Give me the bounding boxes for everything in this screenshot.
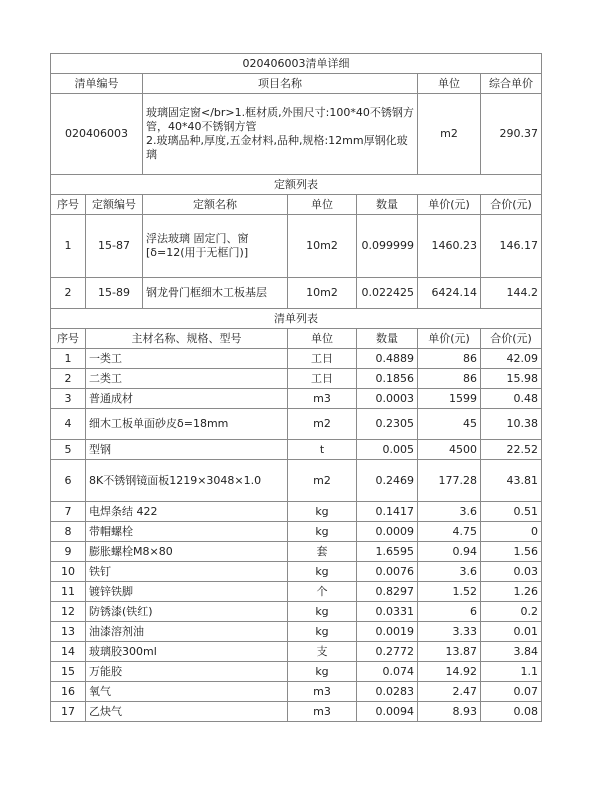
material-name: 防锈漆(铁红) bbox=[86, 602, 288, 622]
material-unit: kg bbox=[288, 522, 357, 542]
material-seq: 16 bbox=[51, 682, 86, 702]
material-total: 43.81 bbox=[481, 460, 542, 502]
material-price: 14.92 bbox=[418, 662, 481, 682]
material-qty: 0.074 bbox=[357, 662, 418, 682]
material-qty: 0.005 bbox=[357, 440, 418, 460]
material-header-price: 单价(元) bbox=[418, 329, 481, 349]
material-qty: 1.6595 bbox=[357, 542, 418, 562]
material-name: 万能胶 bbox=[86, 662, 288, 682]
material-unit: m3 bbox=[288, 389, 357, 409]
material-row bbox=[51, 582, 542, 602]
quota-qty: 0.022425 bbox=[357, 278, 418, 309]
item-description: 玻璃固定窗</br>1.框材质,外围尺寸:100*40不锈钢方管，40*40不锈钢方管 2.玻璃品种,厚度,五金材料,品种,规格:12mm厚钢化玻璃 bbox=[143, 94, 418, 175]
quota-total: 144.2 bbox=[481, 278, 542, 309]
material-total: 0.08 bbox=[481, 702, 542, 722]
material-row bbox=[51, 642, 542, 662]
material-row bbox=[51, 562, 542, 582]
material-seq: 5 bbox=[51, 440, 86, 460]
material-total: 0.51 bbox=[481, 502, 542, 522]
material-price: 4500 bbox=[418, 440, 481, 460]
material-seq: 6 bbox=[51, 460, 86, 502]
material-seq: 7 bbox=[51, 502, 86, 522]
material-price: 2.47 bbox=[418, 682, 481, 702]
quota-code: 15-87 bbox=[86, 215, 143, 278]
material-name: 氧气 bbox=[86, 682, 288, 702]
material-header-unit: 单位 bbox=[288, 329, 357, 349]
material-unit: m3 bbox=[288, 682, 357, 702]
quota-header-seq: 序号 bbox=[51, 195, 86, 215]
material-row bbox=[51, 389, 542, 409]
material-price: 45 bbox=[418, 409, 481, 440]
material-row bbox=[51, 349, 542, 369]
header-unit-price: 综合单价 bbox=[481, 74, 542, 94]
material-qty: 0.4889 bbox=[357, 349, 418, 369]
material-seq: 17 bbox=[51, 702, 86, 722]
material-name: 乙炔气 bbox=[86, 702, 288, 722]
header-unit: 单位 bbox=[418, 74, 481, 94]
material-unit: 套 bbox=[288, 542, 357, 562]
material-total: 1.26 bbox=[481, 582, 542, 602]
material-total: 1.56 bbox=[481, 542, 542, 562]
material-seq: 8 bbox=[51, 522, 86, 542]
material-name: 型钢 bbox=[86, 440, 288, 460]
material-price: 6 bbox=[418, 602, 481, 622]
material-header-total: 合价(元) bbox=[481, 329, 542, 349]
material-seq: 2 bbox=[51, 369, 86, 389]
material-header-name: 主材名称、规格、型号 bbox=[86, 329, 288, 349]
material-seq: 11 bbox=[51, 582, 86, 602]
page-title: 020406003清单详细 bbox=[51, 54, 542, 74]
material-price: 0.94 bbox=[418, 542, 481, 562]
material-row bbox=[51, 440, 542, 460]
material-unit: kg bbox=[288, 662, 357, 682]
material-price: 8.93 bbox=[418, 702, 481, 722]
material-header-seq: 序号 bbox=[51, 329, 86, 349]
material-price: 86 bbox=[418, 349, 481, 369]
material-name: 油漆溶剂油 bbox=[86, 622, 288, 642]
material-row bbox=[51, 622, 542, 642]
material-qty: 0.0076 bbox=[357, 562, 418, 582]
quota-qty: 0.099999 bbox=[357, 215, 418, 278]
material-seq: 12 bbox=[51, 602, 86, 622]
quota-code: 15-89 bbox=[86, 278, 143, 309]
material-qty: 0.0003 bbox=[357, 389, 418, 409]
quota-unit: 10m2 bbox=[288, 278, 357, 309]
material-total: 0.03 bbox=[481, 562, 542, 582]
material-qty: 0.2772 bbox=[357, 642, 418, 662]
material-row bbox=[51, 602, 542, 622]
material-qty: 0.0094 bbox=[357, 702, 418, 722]
material-qty: 0.8297 bbox=[357, 582, 418, 602]
quota-name: 浮法玻璃 固定门、窗[δ=12(用于无框门)] bbox=[143, 215, 288, 278]
material-unit: kg bbox=[288, 602, 357, 622]
quota-header-qty: 数量 bbox=[357, 195, 418, 215]
item-unit: m2 bbox=[418, 94, 481, 175]
item-price: 290.37 bbox=[481, 94, 542, 175]
material-row bbox=[51, 702, 542, 722]
material-seq: 3 bbox=[51, 389, 86, 409]
material-name: 镀锌铁脚 bbox=[86, 582, 288, 602]
material-qty: 0.0009 bbox=[357, 522, 418, 542]
quota-seq: 1 bbox=[51, 215, 86, 278]
item-code: 020406003 bbox=[51, 94, 143, 175]
material-total: 10.38 bbox=[481, 409, 542, 440]
quota-price: 6424.14 bbox=[418, 278, 481, 309]
bill-detail-table bbox=[50, 53, 542, 722]
material-total: 0.48 bbox=[481, 389, 542, 409]
material-qty: 0.1417 bbox=[357, 502, 418, 522]
material-total: 22.52 bbox=[481, 440, 542, 460]
material-price: 4.75 bbox=[418, 522, 481, 542]
material-unit: 个 bbox=[288, 582, 357, 602]
header-list-code: 清单编号 bbox=[51, 74, 143, 94]
material-seq: 9 bbox=[51, 542, 86, 562]
material-unit: m2 bbox=[288, 460, 357, 502]
quota-price: 1460.23 bbox=[418, 215, 481, 278]
material-qty: 0.0283 bbox=[357, 682, 418, 702]
quota-seq: 2 bbox=[51, 278, 86, 309]
material-total: 0.2 bbox=[481, 602, 542, 622]
material-qty: 0.0019 bbox=[357, 622, 418, 642]
material-price: 86 bbox=[418, 369, 481, 389]
material-seq: 10 bbox=[51, 562, 86, 582]
material-total: 1.1 bbox=[481, 662, 542, 682]
material-seq: 15 bbox=[51, 662, 86, 682]
material-name: 一类工 bbox=[86, 349, 288, 369]
material-seq: 13 bbox=[51, 622, 86, 642]
material-unit: m2 bbox=[288, 409, 357, 440]
material-name: 玻璃胶300ml bbox=[86, 642, 288, 662]
quota-unit: 10m2 bbox=[288, 215, 357, 278]
material-unit: m3 bbox=[288, 702, 357, 722]
material-name: 膨胀螺栓M8×80 bbox=[86, 542, 288, 562]
material-row bbox=[51, 542, 542, 562]
material-qty: 0.2305 bbox=[357, 409, 418, 440]
quota-header-unit: 单位 bbox=[288, 195, 357, 215]
material-unit: 工日 bbox=[288, 369, 357, 389]
material-seq: 14 bbox=[51, 642, 86, 662]
material-name: 8K不锈钢镜面板1219×3048×1.0 bbox=[86, 460, 288, 502]
material-total: 0 bbox=[481, 522, 542, 542]
material-unit: kg bbox=[288, 622, 357, 642]
material-unit: kg bbox=[288, 562, 357, 582]
quota-row bbox=[51, 278, 542, 309]
quota-header-code: 定额编号 bbox=[86, 195, 143, 215]
material-seq: 4 bbox=[51, 409, 86, 440]
material-row bbox=[51, 682, 542, 702]
material-price: 1599 bbox=[418, 389, 481, 409]
material-unit: 支 bbox=[288, 642, 357, 662]
material-qty: 0.2469 bbox=[357, 460, 418, 502]
material-price: 3.33 bbox=[418, 622, 481, 642]
quota-header-total: 合价(元) bbox=[481, 195, 542, 215]
material-name: 二类工 bbox=[86, 369, 288, 389]
material-name: 铁钉 bbox=[86, 562, 288, 582]
material-total: 15.98 bbox=[481, 369, 542, 389]
header-item-name: 项目名称 bbox=[143, 74, 418, 94]
material-row bbox=[51, 502, 542, 522]
material-row bbox=[51, 460, 542, 502]
material-unit: kg bbox=[288, 502, 357, 522]
material-total: 42.09 bbox=[481, 349, 542, 369]
material-unit: t bbox=[288, 440, 357, 460]
quota-section-title: 定额列表 bbox=[51, 175, 542, 195]
material-qty: 0.1856 bbox=[357, 369, 418, 389]
material-total: 0.01 bbox=[481, 622, 542, 642]
material-name: 带帽螺栓 bbox=[86, 522, 288, 542]
material-name: 细木工板单面砂皮δ=18mm bbox=[86, 409, 288, 440]
material-name: 电焊条结 422 bbox=[86, 502, 288, 522]
material-total: 0.07 bbox=[481, 682, 542, 702]
material-name: 普通成材 bbox=[86, 389, 288, 409]
quota-total: 146.17 bbox=[481, 215, 542, 278]
quota-name: 钢龙骨门框细木工板基层 bbox=[143, 278, 288, 309]
material-total: 3.84 bbox=[481, 642, 542, 662]
material-price: 1.52 bbox=[418, 582, 481, 602]
material-qty: 0.0331 bbox=[357, 602, 418, 622]
material-price: 3.6 bbox=[418, 502, 481, 522]
material-header-qty: 数量 bbox=[357, 329, 418, 349]
material-price: 13.87 bbox=[418, 642, 481, 662]
quota-header-name: 定额名称 bbox=[143, 195, 288, 215]
material-row bbox=[51, 409, 542, 440]
quota-header-price: 单价(元) bbox=[418, 195, 481, 215]
material-row bbox=[51, 662, 542, 682]
material-price: 3.6 bbox=[418, 562, 481, 582]
material-seq: 1 bbox=[51, 349, 86, 369]
quota-row bbox=[51, 215, 542, 278]
material-row bbox=[51, 522, 542, 542]
material-unit: 工日 bbox=[288, 349, 357, 369]
material-price: 177.28 bbox=[418, 460, 481, 502]
material-section-title: 清单列表 bbox=[51, 309, 542, 329]
material-row bbox=[51, 369, 542, 389]
